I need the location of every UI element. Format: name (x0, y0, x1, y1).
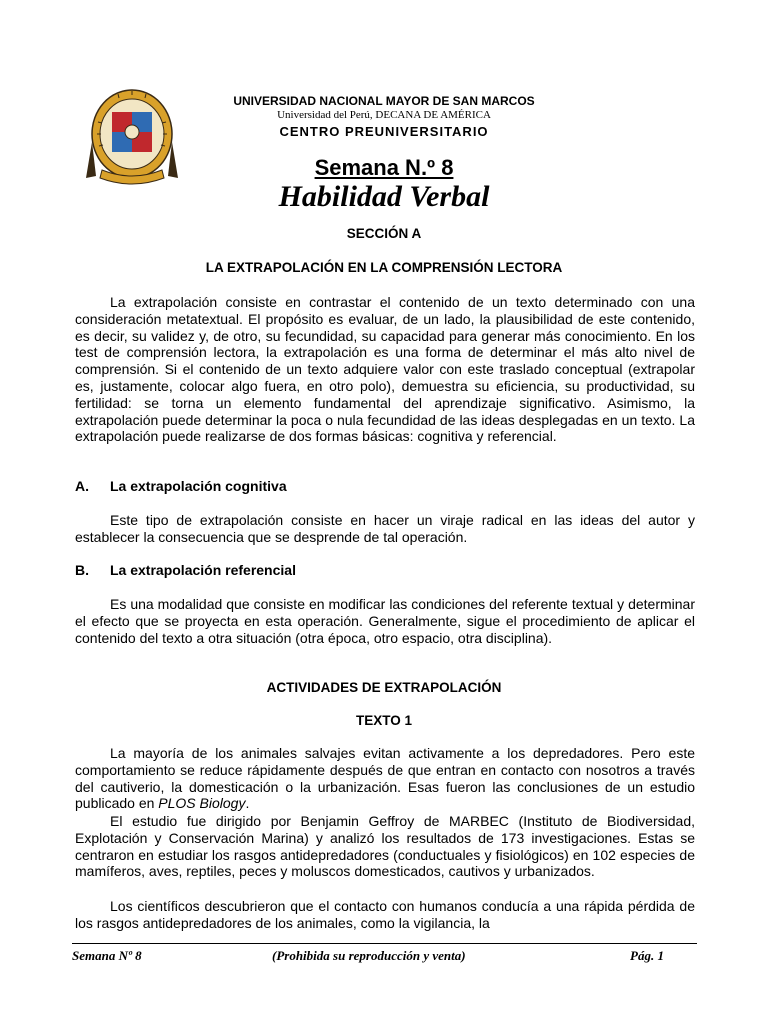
course-title: Habilidad Verbal (278, 180, 490, 213)
intro-paragraph (75, 294, 695, 445)
footer-divider (72, 943, 697, 944)
subsection-a-letter: A. (75, 478, 89, 494)
footer-week: Semana Nº 8 (72, 948, 142, 963)
texto1-p1-pre: La mayoría de los animales salvajes evitan activamente a los depredadores. Pero este comportamiento se reduce rápidamente después de que entran en contacto con nosotros a través del cautiverio, la domesticación o la urbanización. Esas fueron las conclusiones de un estudio publicado en (75, 745, 695, 812)
activities-title: ACTIVIDADES DE EXTRAPOLACIÓN (266, 680, 502, 695)
texto1-p3-text: Los científicos descubrieron que el contacto con humanos conducía a una rápida pérdida de los rasgos antidepredadores de los animales, como la vigilancia, la (75, 898, 695, 931)
subsection-b-text: Es una modalidad que consiste en modificar las condiciones del referente textual y determinar el efecto que se proyecta en esta operación. Generalmente, sigue el procedimiento de aplicar el contenido del texto a otra situación (otra época, otro espacio, otra disciplina). (75, 596, 695, 646)
journal-name: PLOS Biology (158, 795, 246, 812)
texto1-p1-post: . (245, 795, 250, 812)
subsection-b-letter: B. (75, 562, 89, 578)
texto1-p2-text: El estudio fue dirigido por Benjamin Geffroy de MARBEC (Instituto de Biodiversidad, Explotación y Conservación Marina) y analizó los resultados de 173 investigaciones. Estas se centraron en estudiar los rasgos antidepredadores (conductuales y fisiológicos) en 102 especies de mamíferos, aves, reptiles, peces y moluscos domesticados, cautivos y urbanizados. (75, 813, 695, 880)
university-name: UNIVERSIDAD NACIONAL MAYOR DE SAN MARCOS (233, 94, 535, 108)
footer-notice: (Prohibida su reproducción y venta) (272, 948, 466, 963)
subsection-b-title: La extrapolación referencial (110, 562, 296, 578)
section-title: LA EXTRAPOLACIÓN EN LA COMPRENSIÓN LECTORA (205, 260, 563, 275)
texto1-paragraph-2 (75, 813, 695, 880)
subsection-a-heading (75, 478, 287, 494)
week-title: Semana N.º 8 (314, 155, 454, 180)
texto-title: TEXTO 1 (355, 713, 413, 728)
texto1-paragraph-3 (75, 898, 695, 932)
section-label: SECCIÓN A (346, 226, 422, 241)
subsection-a-text: Este tipo de extrapolación consiste en hacer un viraje radical en las ideas del autor y establecer la consecuencia que se desprende de tal operación. (75, 512, 695, 545)
center-name: CENTRO PREUNIVERSITARIO (279, 124, 489, 139)
university-subtitle: Universidad del Perú, DECANA DE AMÉRICA (277, 109, 491, 121)
intro-paragraph-text: La extrapolación consiste en contrastar el contenido de un texto determinado con una consideración metatextual. El propósito es evaluar, de un lado, la plausibilidad de este contenido, es decir, su validez y, de otro, su fecundidad, su capacidad para generar más conocimiento. En los test de comprensión lectora, la extrapolación es una forma de determinar el más alto nivel de comprensión. Si el contenido de un texto adquiere valor con este traslado conceptual (extrapolar es, justamente, colocar algo fuera, en otro polo), demuestra su eficiencia, su productividad, su fertilidad: se torna un elemento fundamental del aprendizaje significativo. Asimismo, la extrapolación puede determinar la poca o nula fecundidad de las ideas desplegadas en un texto. La extrapolación puede realizarse de dos formas básicas: cognitiva y referencial. (75, 294, 695, 445)
footer-page: Pág. 1 (630, 948, 664, 963)
subsection-a-title: La extrapolación cognitiva (110, 478, 287, 494)
subsection-a-paragraph (75, 512, 695, 546)
texto1-paragraph-1 (75, 745, 695, 812)
subsection-b-paragraph (75, 596, 695, 646)
subsection-b-heading (75, 562, 296, 578)
